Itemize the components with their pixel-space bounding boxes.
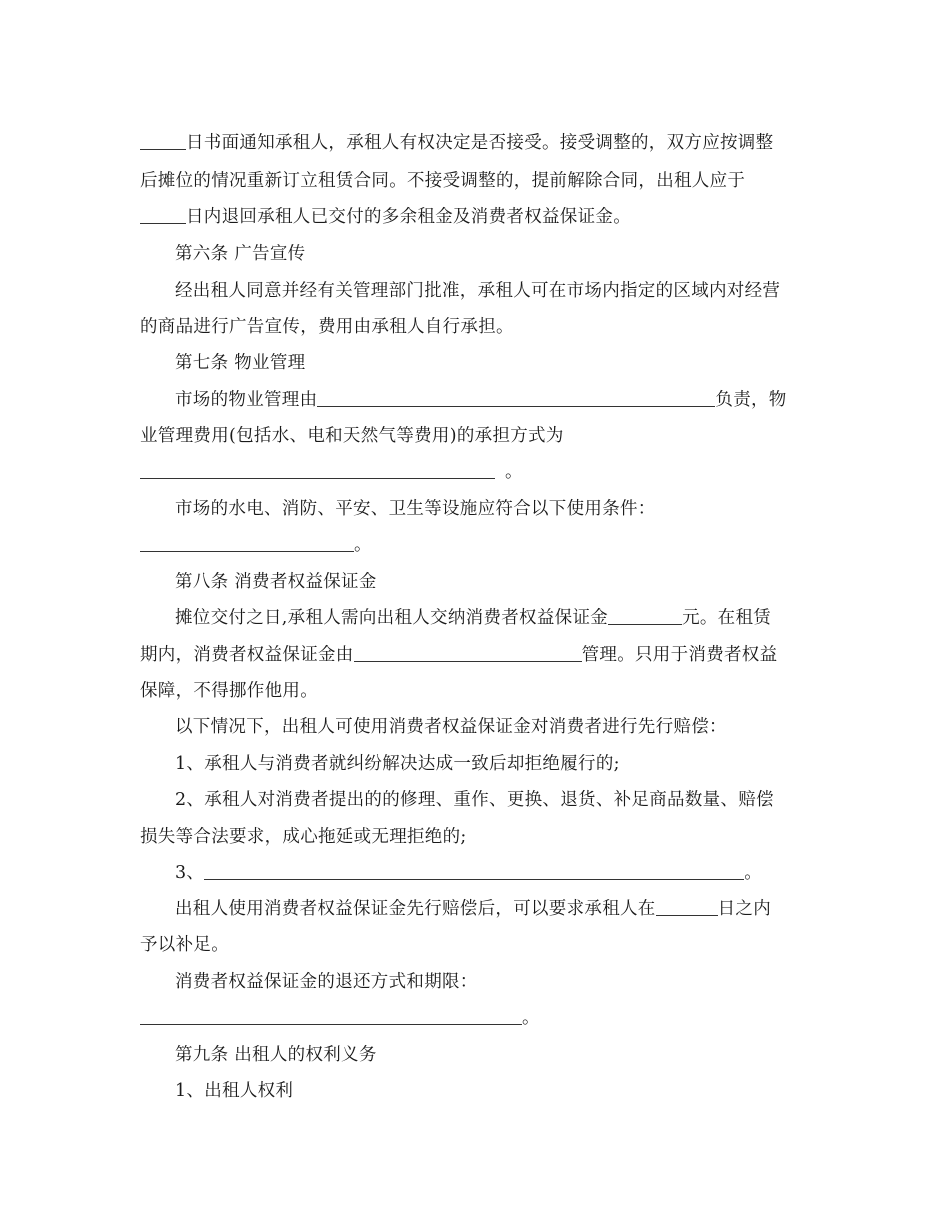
fill-in-blank xyxy=(317,388,715,407)
paragraph-line: 损失等合法要求，成心拖延或无理拒绝的; xyxy=(140,827,467,847)
paragraph-line: 日书面通知承租人，承租人有权决定是否接受。接受调整的，双方应按调整 xyxy=(140,131,773,155)
list-item: 3、 。 xyxy=(175,863,763,883)
paragraph-line: 后摊位的情况重新订立租赁合同。不接受调整的，提前解除合同，出租人应于 xyxy=(140,171,746,191)
paragraph-line: 出租人使用消费者权益保证金先行赔偿后，可以要求承租人在 日之内 xyxy=(175,899,772,919)
paragraph-line: 以下情况下，出租人可使用消费者权益保证金对消费者进行先行赔偿： xyxy=(175,717,727,737)
list-item: 1、出租人权利 xyxy=(175,1081,294,1101)
paragraph-line: 保障，不得挪作他用。 xyxy=(140,681,318,701)
paragraph-line: 的商品进行广告宣传，费用由承租人自行承担。 xyxy=(140,317,514,337)
fill-in-blank xyxy=(354,643,582,662)
paragraph-line: 市场的物业管理由 负责，物 xyxy=(175,390,787,410)
list-item: 2、承租人对消费者提出的的修理、重作、更换、退货、补足商品数量、赔偿 xyxy=(175,790,774,810)
fill-in-blank xyxy=(140,460,495,479)
section-heading: 第七条 物业管理 xyxy=(175,353,306,373)
fill-in-blank xyxy=(608,606,682,625)
paragraph-line: 业管理费用(包括水、电和天然气等费用)的承担方式为 xyxy=(140,426,564,446)
paragraph-line: 期内，消费者权益保证金由 管理。只用于消费者权益 xyxy=(140,645,778,665)
fill-in-blank xyxy=(140,533,354,552)
paragraph-line: 。 xyxy=(140,1006,540,1030)
section-heading: 第九条 出租人的权利义务 xyxy=(175,1045,377,1065)
section-heading: 第六条 广告宣传 xyxy=(175,244,306,264)
paragraph-line: 日内退回承租人已交付的多余租金及消费者权益保证金。 xyxy=(140,205,631,229)
paragraph-line: 市场的水电、消防、平安、卫生等设施应符合以下使用条件： xyxy=(175,499,656,519)
paragraph-line: 摊位交付之日,承租人需向出租人交纳消费者权益保证金 元。在租赁 xyxy=(175,608,772,628)
fill-in-blank xyxy=(140,1006,522,1025)
fill-in-blank xyxy=(204,861,744,880)
fill-in-blank xyxy=(656,897,718,916)
paragraph-line: 。 xyxy=(140,533,372,557)
paragraph-line: 。 xyxy=(140,460,523,484)
paragraph-line: 予以补足。 xyxy=(140,935,229,955)
section-heading: 第八条 消费者权益保证金 xyxy=(175,572,377,592)
paragraph-line: 经出租人同意并经有关管理部门批准，承租人可在市场内指定的区域内对经营 xyxy=(175,281,781,301)
paragraph-line: 消费者权益保证金的退还方式和期限： xyxy=(175,972,478,992)
list-item: 1、承租人与消费者就纠纷解决达成一致后却拒绝履行的; xyxy=(175,754,620,774)
fill-in-blank xyxy=(140,205,186,224)
fill-in-blank xyxy=(140,131,186,150)
